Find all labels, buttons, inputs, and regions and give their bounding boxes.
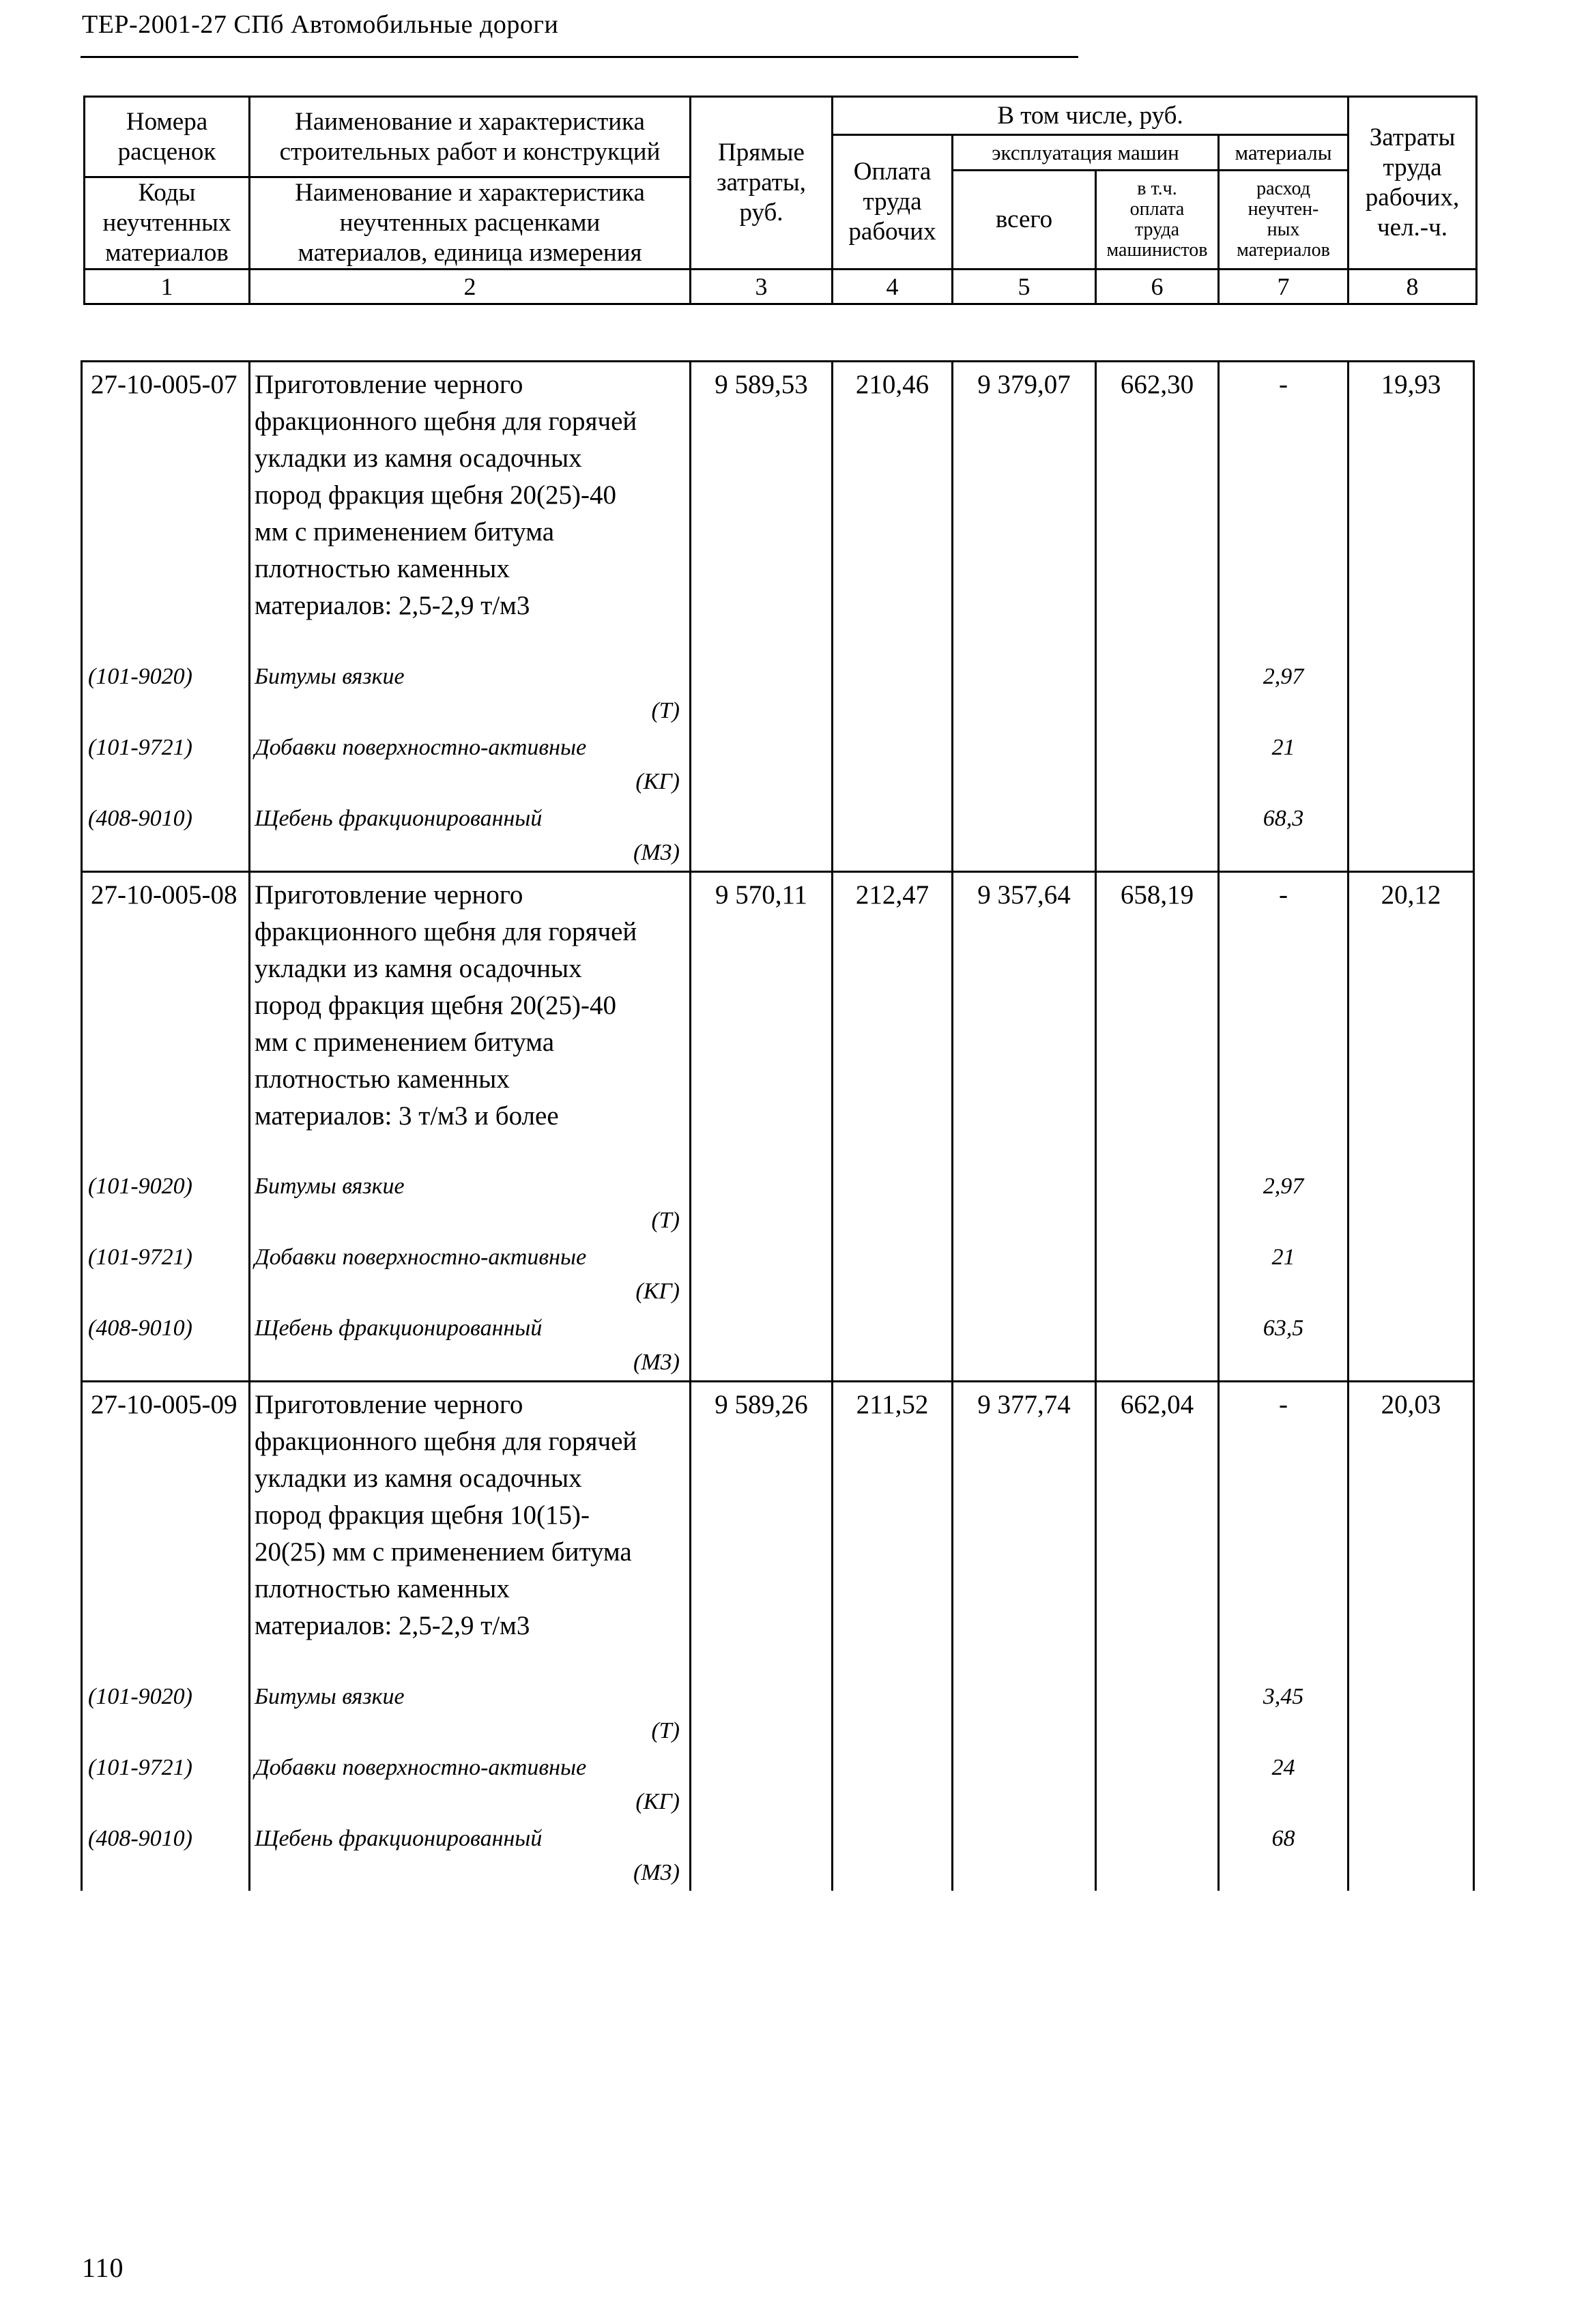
rate-description-line: пород фракция щебня 10(15)- xyxy=(255,1500,590,1530)
empty-cell xyxy=(1349,658,1474,729)
empty-cell xyxy=(1349,1167,1474,1238)
rate-description-line: плотностью каменных xyxy=(255,554,510,583)
empty-cell xyxy=(1349,1749,1474,1820)
material-name-cell xyxy=(250,1678,691,1749)
col3-header xyxy=(691,97,833,270)
material-name-cell xyxy=(250,658,691,729)
col7-line1: расход xyxy=(1256,178,1310,199)
material-name-cell xyxy=(250,1167,691,1238)
material-row xyxy=(82,1749,1474,1820)
rate-description-line: материалов: 3 т/м3 и более xyxy=(255,1101,559,1131)
material-qty-cell xyxy=(1219,1820,1349,1891)
empty-cell xyxy=(1096,1678,1219,1749)
rates-table xyxy=(81,360,1475,1891)
col6-line2: оплата xyxy=(1129,199,1185,220)
rate-description-line: материалов: 2,5-2,9 т/м3 xyxy=(255,1611,530,1640)
col-num-8: 8 xyxy=(1349,270,1477,304)
labor-cost: 212,47 xyxy=(833,871,953,1167)
col7-header xyxy=(1219,171,1349,270)
material-name: Добавки поверхностно-активные xyxy=(255,734,587,760)
rate-description-line: укладки из камня осадочных xyxy=(255,953,582,983)
material-name-cell xyxy=(250,729,691,800)
col1-header-top xyxy=(85,97,250,177)
col2-bot-line1: Наименование и характеристика xyxy=(295,179,645,207)
material-row xyxy=(82,1678,1474,1749)
empty-cell xyxy=(1096,1167,1219,1238)
material-row xyxy=(82,1167,1474,1238)
material-quantity: 21 xyxy=(1271,1245,1295,1270)
rate-row xyxy=(82,362,1474,658)
material-code-cell xyxy=(82,658,250,729)
material-quantity: 2,97 xyxy=(1263,1174,1304,1199)
material-row xyxy=(82,658,1474,729)
material-unit: (М3) xyxy=(633,1350,680,1375)
material-qty-cell xyxy=(1219,800,1349,872)
machinist-labor: 662,04 xyxy=(1096,1382,1219,1678)
material-code: (101-9721) xyxy=(88,1754,192,1780)
machinist-labor: 662,30 xyxy=(1096,362,1219,658)
empty-cell xyxy=(691,800,833,872)
material-code: (101-9020) xyxy=(88,1683,192,1709)
material-qty-cell xyxy=(1219,1238,1349,1309)
empty-cell xyxy=(953,1820,1096,1891)
empty-cell xyxy=(1096,658,1219,729)
material-qty-cell xyxy=(1219,729,1349,800)
direct-cost: 9 589,26 xyxy=(691,1382,833,1678)
empty-cell xyxy=(833,1749,953,1820)
col-num-5: 5 xyxy=(953,270,1096,304)
col5-header: всего xyxy=(953,171,1096,270)
material-unit: (КГ) xyxy=(635,768,680,794)
empty-cell xyxy=(691,658,833,729)
col3-line3: руб. xyxy=(739,199,783,227)
material-name: Щебень фракционированный xyxy=(255,805,543,831)
material-qty-cell xyxy=(1219,1749,1349,1820)
empty-cell xyxy=(833,1309,953,1382)
rate-description-line: пород фракция щебня 20(25)-40 xyxy=(255,990,617,1020)
material-quantity: 63,5 xyxy=(1263,1316,1304,1341)
material-qty-cell xyxy=(1219,1678,1349,1749)
rate-description-line: 20(25) мм с применением битума xyxy=(255,1537,632,1567)
col2-top-line1: Наименование и характеристика xyxy=(295,107,645,136)
material-code: (101-9020) xyxy=(88,1174,192,1199)
empty-cell xyxy=(1096,1820,1219,1891)
material-row xyxy=(82,1238,1474,1309)
labor-cost: 211,52 xyxy=(833,1382,953,1678)
empty-cell xyxy=(1349,1678,1474,1749)
labor-cost: 210,46 xyxy=(833,362,953,658)
direct-cost: 9 570,11 xyxy=(691,871,833,1167)
material-unit: (Т) xyxy=(651,1717,680,1743)
material-unit: (КГ) xyxy=(635,1279,680,1304)
material-code: (408-9010) xyxy=(88,805,192,831)
col3-line2: затраты, xyxy=(717,169,806,197)
col1-header-bottom xyxy=(85,177,250,270)
material-name: Битумы вязкие xyxy=(255,663,405,689)
material-name: Битумы вязкие xyxy=(255,1683,405,1709)
col-num-7: 7 xyxy=(1219,270,1349,304)
col2-header-bottom xyxy=(250,177,691,270)
empty-cell xyxy=(691,1238,833,1309)
empty-cell xyxy=(1349,1820,1474,1891)
empty-cell xyxy=(1349,1309,1474,1382)
col8-header xyxy=(1349,97,1477,270)
rate-description-line: укладки из камня осадочных xyxy=(255,1464,582,1493)
rate-description-line: фракционного щебня для горячей xyxy=(255,1427,637,1456)
rate-description-line: материалов: 2,5-2,9 т/м3 xyxy=(255,591,530,620)
empty-cell xyxy=(691,1678,833,1749)
empty-cell xyxy=(691,1167,833,1238)
material-row xyxy=(82,1309,1474,1382)
rate-description-line: укладки из камня осадочных xyxy=(255,444,582,473)
material-code-cell xyxy=(82,1238,250,1309)
empty-cell xyxy=(833,729,953,800)
empty-cell xyxy=(953,800,1096,872)
col-num-2: 2 xyxy=(250,270,691,304)
machines-total: 9 379,07 xyxy=(953,362,1096,658)
material-row xyxy=(82,1820,1474,1891)
empty-cell xyxy=(1096,1309,1219,1382)
material-code-cell xyxy=(82,729,250,800)
rate-description-line: мм с применением битума xyxy=(255,517,555,547)
material-name-cell xyxy=(250,800,691,872)
rate-code: 27-10-005-07 xyxy=(82,362,250,658)
empty-cell xyxy=(953,1309,1096,1382)
materials-header: материалы xyxy=(1219,135,1349,171)
empty-cell xyxy=(833,1678,953,1749)
empty-cell xyxy=(833,1238,953,1309)
col8-line3: рабочих, xyxy=(1365,184,1460,212)
col8-line1: Затраты xyxy=(1369,124,1456,151)
rate-code: 27-10-005-09 xyxy=(82,1382,250,1678)
material-qty-cell xyxy=(1219,658,1349,729)
material-unit: (Т) xyxy=(651,1208,680,1233)
labor-hours: 19,93 xyxy=(1349,362,1474,658)
empty-cell xyxy=(833,1820,953,1891)
material-name: Щебень фракционированный xyxy=(255,1825,543,1851)
col4-line1: Оплата xyxy=(853,158,932,186)
material-name: Добавки поверхностно-активные xyxy=(255,1754,587,1780)
rate-row xyxy=(82,1382,1474,1678)
material-code: (408-9010) xyxy=(88,1825,192,1851)
col4-line3: рабочих xyxy=(848,218,936,246)
empty-cell xyxy=(1096,800,1219,872)
material-code-cell xyxy=(82,1749,250,1820)
material-unit: (М3) xyxy=(633,1859,680,1885)
machines-total: 9 357,64 xyxy=(953,871,1096,1167)
empty-cell xyxy=(833,800,953,872)
empty-cell xyxy=(1349,729,1474,800)
empty-cell xyxy=(953,658,1096,729)
col2-bot-line3: материалов, единица измерения xyxy=(298,239,642,267)
material-code-cell xyxy=(82,1167,250,1238)
col4-line2: труда xyxy=(863,188,922,216)
labor-hours: 20,03 xyxy=(1349,1382,1474,1678)
rate-description-line: Приготовление черного xyxy=(255,1390,523,1419)
empty-cell xyxy=(833,658,953,729)
empty-cell xyxy=(691,729,833,800)
material-row xyxy=(82,800,1474,872)
empty-cell xyxy=(691,1749,833,1820)
labor-hours: 20,12 xyxy=(1349,871,1474,1167)
rate-code: 27-10-005-08 xyxy=(82,871,250,1167)
rate-description-line: фракционного щебня для горячей xyxy=(255,407,637,436)
material-code-cell xyxy=(82,800,250,872)
col6-line3: труда xyxy=(1134,219,1180,240)
material-quantity: 21 xyxy=(1271,734,1295,760)
materials-cost: - xyxy=(1219,362,1349,658)
machinist-labor: 658,19 xyxy=(1096,871,1219,1167)
col2-top-line2: строительных работ и конструкций xyxy=(279,137,661,166)
empty-cell xyxy=(1349,1238,1474,1309)
rate-description-line: пород фракция щебня 20(25)-40 xyxy=(255,480,617,510)
rate-description-line: фракционного щебня для горячей xyxy=(255,916,637,946)
material-name: Битумы вязкие xyxy=(255,1174,405,1199)
empty-cell xyxy=(953,1749,1096,1820)
material-code: (101-9721) xyxy=(88,734,192,760)
rate-description-line: Приготовление черного xyxy=(255,880,523,910)
col3-line1: Прямые xyxy=(718,139,805,166)
empty-cell xyxy=(1096,1238,1219,1309)
empty-cell xyxy=(953,1167,1096,1238)
material-quantity: 2,97 xyxy=(1263,663,1304,689)
direct-cost: 9 589,53 xyxy=(691,362,833,658)
material-name-cell xyxy=(250,1238,691,1309)
material-unit: (КГ) xyxy=(635,1788,680,1814)
materials-cost: - xyxy=(1219,1382,1349,1678)
material-code: (101-9020) xyxy=(88,663,192,689)
page-number: 110 xyxy=(82,2252,124,2283)
rate-description-line: плотностью каменных xyxy=(255,1064,510,1094)
col7-line3: ных xyxy=(1267,219,1300,240)
col8-line4: чел.-ч. xyxy=(1377,214,1447,242)
material-unit: (М3) xyxy=(633,839,680,865)
empty-cell xyxy=(1096,729,1219,800)
col-num-1: 1 xyxy=(85,270,250,304)
col2-header-top xyxy=(250,97,691,177)
material-quantity: 3,45 xyxy=(1263,1683,1304,1709)
header-table xyxy=(83,96,1478,305)
col1-bot-line1: Коды xyxy=(138,179,196,207)
col7-line4: материалов xyxy=(1237,239,1330,261)
material-quantity: 24 xyxy=(1271,1754,1295,1780)
rate-description xyxy=(250,871,691,1167)
rate-description xyxy=(250,1382,691,1678)
empty-cell xyxy=(691,1309,833,1382)
material-quantity: 68 xyxy=(1271,1825,1295,1851)
rate-row xyxy=(82,871,1474,1167)
group-header: В том числе, руб. xyxy=(833,97,1349,135)
empty-cell xyxy=(953,1238,1096,1309)
col1-top-line1: Номера xyxy=(126,107,208,136)
rate-description-line: плотностью каменных xyxy=(255,1574,510,1603)
material-name-cell xyxy=(250,1749,691,1820)
col4-header xyxy=(833,135,953,270)
material-row xyxy=(82,729,1474,800)
col1-bot-line3: материалов xyxy=(105,239,229,267)
material-code-cell xyxy=(82,1820,250,1891)
empty-cell xyxy=(953,1678,1096,1749)
material-name: Щебень фракционированный xyxy=(255,1316,543,1341)
empty-cell xyxy=(953,729,1096,800)
material-quantity: 68,3 xyxy=(1263,805,1304,831)
col-num-3: 3 xyxy=(691,270,833,304)
machines-header: эксплуатация машин xyxy=(953,135,1219,171)
col1-bot-line2: неучтенных xyxy=(102,209,231,237)
col7-line2: неучтен- xyxy=(1248,199,1319,220)
material-code-cell xyxy=(82,1678,250,1749)
running-title: ТЕР-2001-27 СПб Автомобильные дороги xyxy=(82,10,559,39)
material-name-cell xyxy=(250,1820,691,1891)
col8-line2: труда xyxy=(1383,154,1442,181)
material-unit: (Т) xyxy=(651,697,680,723)
material-qty-cell xyxy=(1219,1167,1349,1238)
materials-cost: - xyxy=(1219,871,1349,1167)
title-rule xyxy=(81,56,1078,58)
empty-cell xyxy=(833,1167,953,1238)
material-name-cell xyxy=(250,1309,691,1382)
col2-bot-line2: неучтенных расценками xyxy=(339,209,601,237)
machines-total: 9 377,74 xyxy=(953,1382,1096,1678)
material-code: (408-9010) xyxy=(88,1316,192,1341)
col6-header xyxy=(1096,171,1219,270)
rate-description-line: Приготовление черного xyxy=(255,370,523,399)
col-num-4: 4 xyxy=(833,270,953,304)
col-num-6: 6 xyxy=(1096,270,1219,304)
material-code: (101-9721) xyxy=(88,1245,192,1270)
empty-cell xyxy=(691,1820,833,1891)
col1-top-line2: расценок xyxy=(117,137,216,166)
empty-cell xyxy=(1096,1749,1219,1820)
rate-description-line: мм с применением битума xyxy=(255,1027,555,1057)
col6-line4: машинистов xyxy=(1106,239,1208,261)
material-qty-cell xyxy=(1219,1309,1349,1382)
empty-cell xyxy=(1349,800,1474,872)
col6-line1: в т.ч. xyxy=(1137,178,1177,199)
rate-description xyxy=(250,362,691,658)
material-code-cell xyxy=(82,1309,250,1382)
material-name: Добавки поверхностно-активные xyxy=(255,1245,587,1270)
